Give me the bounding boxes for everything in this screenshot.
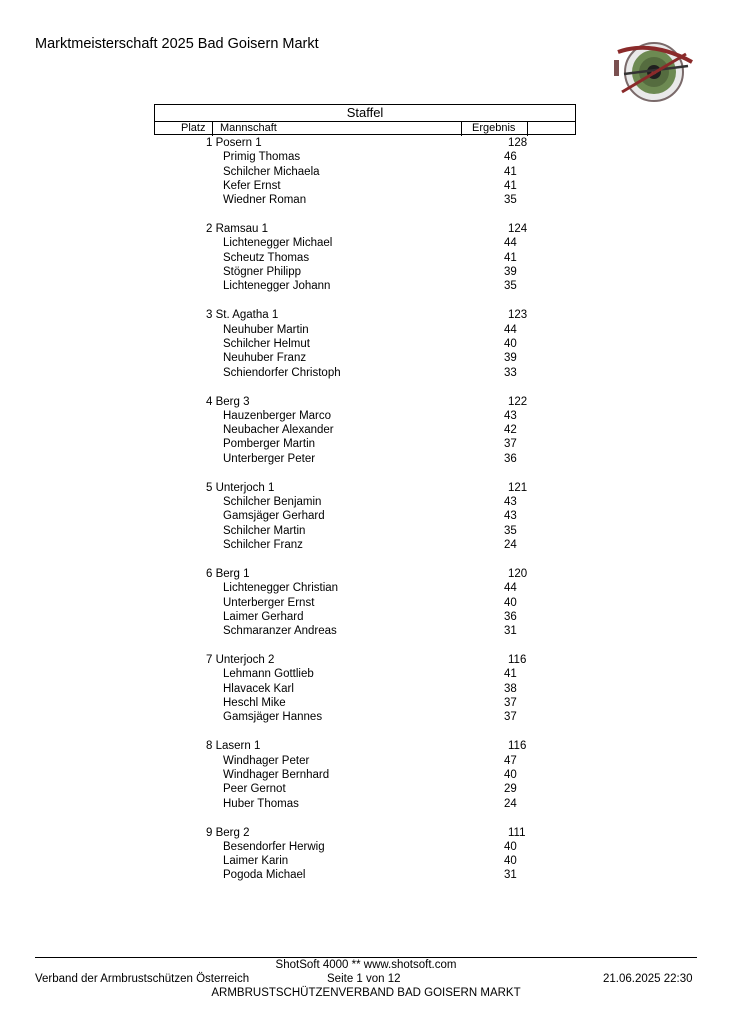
member-name: Schilcher Michaela xyxy=(223,165,320,178)
member-score: 46 xyxy=(504,151,517,164)
member-score: 41 xyxy=(504,179,517,192)
member-score: 40 xyxy=(504,855,517,868)
member-name: Neubacher Alexander xyxy=(223,424,334,437)
member-name: Unterberger Ernst xyxy=(223,596,315,609)
member-score: 40 xyxy=(504,840,517,853)
member-name: Lichtenegger Michael xyxy=(223,237,333,250)
team-name: 4 Berg 3 xyxy=(206,395,250,408)
column-divider xyxy=(527,122,528,136)
member-score: 29 xyxy=(504,783,517,796)
column-divider xyxy=(212,122,213,136)
team-score: 116 xyxy=(508,740,527,753)
member-score: 42 xyxy=(504,424,517,437)
footer-club: ARMBRUSTSCHÜTZENVERBAND BAD GOISERN MARKT xyxy=(211,987,521,999)
member-score: 36 xyxy=(504,452,517,465)
footer-software: ShotSoft 4000 ** www.shotsoft.com xyxy=(275,959,457,971)
team-name: 3 St. Agatha 1 xyxy=(206,309,279,322)
member-name: Lichtenegger Christian xyxy=(223,582,339,595)
team-block xyxy=(0,653,732,739)
results-table-header xyxy=(154,104,576,135)
member-score: 41 xyxy=(504,668,517,681)
member-name: Windhager Peter xyxy=(223,754,310,767)
member-score: 43 xyxy=(504,409,517,422)
member-score: 44 xyxy=(504,323,517,336)
member-name: Stögner Philipp xyxy=(223,266,301,279)
member-score: 38 xyxy=(504,682,517,695)
member-name: Huber Thomas xyxy=(223,797,299,810)
member-score: 41 xyxy=(504,251,517,264)
member-score: 35 xyxy=(504,194,517,207)
team-block xyxy=(0,567,732,653)
team-block xyxy=(0,739,732,825)
member-name: Scheutz Thomas xyxy=(223,251,310,264)
member-score: 37 xyxy=(504,711,517,724)
member-score: 43 xyxy=(504,510,517,523)
footer-federation: Verband der Armbrustschützen Österreich xyxy=(35,973,250,985)
team-name: 7 Unterjoch 2 xyxy=(206,654,275,667)
member-name: Laimer Gerhard xyxy=(223,610,304,623)
member-name: Neuhuber Martin xyxy=(223,323,309,336)
member-score: 40 xyxy=(504,768,517,781)
team-block xyxy=(0,481,732,567)
member-name: Heschl Mike xyxy=(223,697,286,710)
team-score: 124 xyxy=(508,223,528,236)
member-name: Schilcher Martin xyxy=(223,524,306,537)
member-name: Unterberger Peter xyxy=(223,452,316,465)
member-name: Lehmann Gottlieb xyxy=(223,668,314,681)
member-score: 44 xyxy=(504,237,517,250)
team-block xyxy=(0,222,732,308)
member-name: Besendorfer Herwig xyxy=(223,840,325,853)
team-block xyxy=(0,395,732,481)
team-block xyxy=(0,826,732,912)
member-score: 35 xyxy=(504,524,517,537)
team-score: 120 xyxy=(508,567,528,580)
member-name: Schiendorfer Christoph xyxy=(223,366,341,379)
member-name: Windhager Bernhard xyxy=(223,768,330,781)
column-header-row xyxy=(155,121,575,136)
footer-page-number: Seite 1 von 12 xyxy=(327,973,401,985)
member-name: Hlavacek Karl xyxy=(223,682,294,695)
team-name: 1 Posern 1 xyxy=(206,137,262,149)
table-title: Staffel xyxy=(346,105,384,120)
member-score: 31 xyxy=(504,869,517,882)
team-block xyxy=(0,308,732,394)
column-header-platz: Platz xyxy=(181,122,206,134)
member-score: 39 xyxy=(504,352,517,365)
member-score: 33 xyxy=(504,366,517,379)
member-score: 24 xyxy=(504,538,517,551)
member-score: 47 xyxy=(504,754,517,767)
member-name: Hauzenberger Marco xyxy=(223,409,332,422)
team-block xyxy=(0,136,732,222)
team-score: 123 xyxy=(508,309,528,322)
document-title: Marktmeisterschaft 2025 Bad Goisern Markt xyxy=(35,36,319,52)
team-name: 6 Berg 1 xyxy=(206,567,250,580)
team-score: 122 xyxy=(508,395,528,408)
member-score: 43 xyxy=(504,496,517,509)
member-score: 41 xyxy=(504,165,517,178)
team-score: 111 xyxy=(508,826,526,839)
member-name: Wiedner Roman xyxy=(223,194,307,207)
member-score: 40 xyxy=(504,337,517,350)
member-score: 31 xyxy=(504,625,517,638)
member-name: Pogoda Michael xyxy=(223,869,306,882)
member-name: Laimer Karin xyxy=(223,855,289,868)
member-score: 37 xyxy=(504,438,517,451)
footer-divider xyxy=(35,957,697,958)
team-score: 128 xyxy=(508,137,528,149)
member-score: 24 xyxy=(504,797,517,810)
results-list xyxy=(0,136,732,912)
member-name: Gamsjäger Hannes xyxy=(223,711,323,724)
member-name: Kefer Ernst xyxy=(223,179,281,192)
member-name: Schmaranzer Andreas xyxy=(223,625,337,638)
member-score: 44 xyxy=(504,582,517,595)
club-logo-icon xyxy=(612,40,696,104)
member-name: Schilcher Franz xyxy=(223,538,303,551)
member-score: 37 xyxy=(504,697,517,710)
column-divider xyxy=(461,122,462,136)
team-name: 9 Berg 2 xyxy=(206,826,250,839)
team-name: 5 Unterjoch 1 xyxy=(206,481,275,494)
team-score: 121 xyxy=(508,481,528,494)
team-name: 8 Lasern 1 xyxy=(206,740,261,753)
team-score: 116 xyxy=(508,654,527,667)
column-header-ergebnis: Ergebnis xyxy=(472,122,516,134)
member-score: 39 xyxy=(504,266,517,279)
member-name: Peer Gernot xyxy=(223,783,286,796)
member-score: 40 xyxy=(504,596,517,609)
member-score: 36 xyxy=(504,610,517,623)
member-name: Primig Thomas xyxy=(223,151,301,164)
member-name: Neuhuber Franz xyxy=(223,352,307,365)
column-header-mannschaft: Mannschaft xyxy=(220,122,277,134)
team-name: 2 Ramsau 1 xyxy=(206,223,269,236)
member-name: Schilcher Helmut xyxy=(223,337,310,350)
member-name: Gamsjäger Gerhard xyxy=(223,510,325,523)
member-name: Pomberger Martin xyxy=(223,438,316,451)
footer-datetime: 21.06.2025 22:30 xyxy=(603,973,693,985)
member-score: 35 xyxy=(504,280,517,293)
member-name: Lichtenegger Johann xyxy=(223,280,331,293)
member-name: Schilcher Benjamin xyxy=(223,496,322,509)
